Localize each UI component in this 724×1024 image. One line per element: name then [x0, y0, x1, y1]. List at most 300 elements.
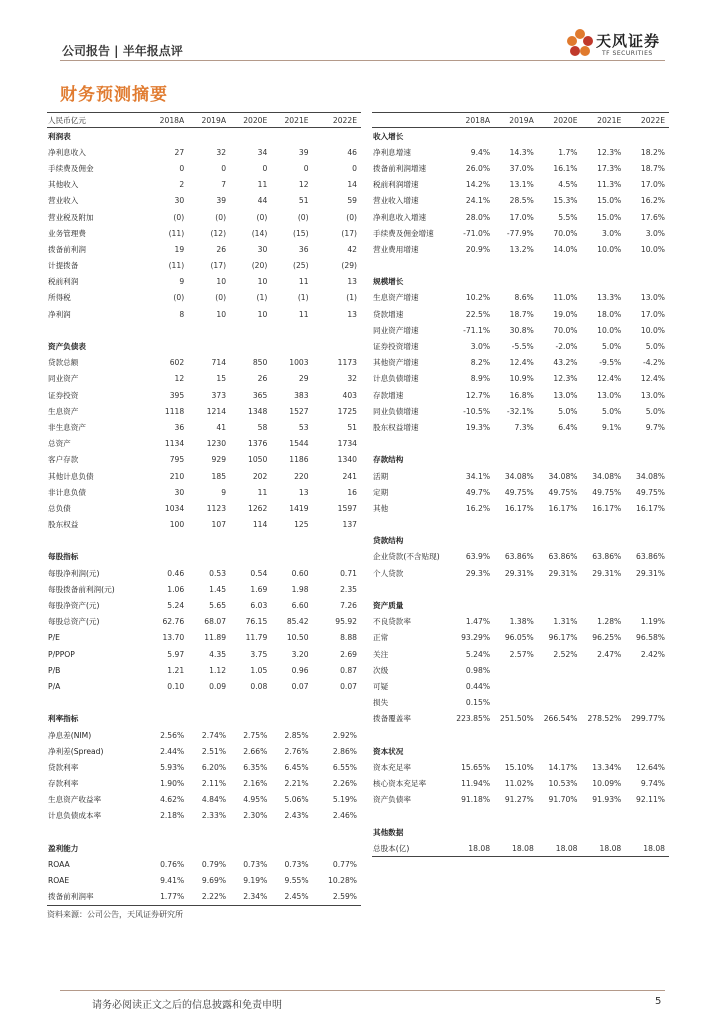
table-cell: 4.62% [160, 795, 185, 805]
table-cell: 0.76% [160, 860, 185, 870]
table-cell: 63.86% [592, 552, 622, 562]
row-label [47, 533, 146, 549]
table-row [372, 225, 669, 241]
table-cell: 850 [252, 358, 268, 368]
source-note: 资料来源：公司公告，天风证券研究所 [47, 910, 183, 919]
table-cell: 14.2% [465, 180, 491, 190]
table-row [47, 436, 361, 452]
table-cell: 1348 [247, 406, 268, 416]
table-row [47, 258, 361, 274]
table-cell: 30 [257, 244, 268, 254]
row-label: 关注 [373, 649, 389, 659]
table-cell: 51 [298, 196, 309, 206]
row-label: 生息资产 [48, 406, 79, 416]
table-cell: 403 [342, 390, 357, 400]
table-cell: 49.75% [636, 487, 665, 497]
table-cell: 1.31% [553, 617, 578, 627]
table-cell: 795 [169, 455, 185, 465]
table-row [47, 177, 361, 193]
table-cell [494, 678, 538, 694]
column-header: 2022E [313, 113, 361, 128]
column-header: 2019A [494, 113, 538, 128]
table-cell: 5.24% [465, 649, 491, 659]
table-cell: 63.86% [548, 552, 578, 562]
table-cell: 3.0% [645, 228, 665, 238]
section-heading: 其他数据 [373, 827, 404, 837]
table-cell [146, 533, 188, 549]
table-cell: 15.0% [597, 196, 622, 206]
table-cell: 1.19% [640, 617, 665, 627]
table-cell: 1.06 [167, 584, 185, 594]
table-cell [625, 678, 669, 694]
table-cell: -10.5% [463, 406, 491, 416]
table-cell: 114 [252, 520, 268, 530]
table-cell: 14.17% [548, 762, 578, 772]
table-cell [230, 549, 271, 565]
table-cell [450, 274, 494, 290]
table-section-row [372, 743, 669, 759]
table-row [372, 403, 669, 419]
table-cell: 1134 [164, 439, 185, 449]
row-label: 所得税 [48, 293, 71, 303]
row-label: 净利润 [48, 309, 71, 319]
table-cell: 0.44% [465, 681, 491, 691]
table-cell: 4.35 [209, 649, 227, 659]
table-cell: 1118 [164, 406, 185, 416]
table-cell: 2.26% [332, 779, 357, 789]
table-cell: 1050 [247, 455, 268, 465]
table-cell: 18.7% [640, 163, 665, 173]
table-cell [625, 695, 669, 711]
table-cell: 16.17% [504, 503, 534, 513]
unit-label [372, 113, 450, 128]
table-cell [538, 597, 582, 613]
table-section-row [47, 128, 361, 145]
table-cell: 2.42% [640, 649, 665, 659]
table-cell: 0 [221, 163, 227, 173]
table-cell: 0.53 [209, 568, 227, 578]
row-label: 营业收入 [48, 196, 79, 206]
table-cell: 34.08% [592, 471, 622, 481]
table-cell: 8 [179, 309, 185, 319]
table-row [372, 371, 669, 387]
table-cell [230, 824, 271, 840]
table-row [47, 743, 361, 759]
table-cell: 9 [221, 487, 227, 497]
table-cell: 70.0% [553, 228, 578, 238]
row-label: P/A [48, 681, 61, 691]
table-cell: 3.0% [601, 228, 622, 238]
table-cell: 2.56% [160, 730, 185, 740]
table-cell: 15.3% [553, 196, 578, 206]
table-cell: 1527 [289, 406, 309, 416]
table-row [372, 630, 669, 646]
table-cell: 95.92 [335, 617, 357, 627]
table-cell: 2.57% [509, 649, 534, 659]
table-cell: 18.08 [625, 840, 669, 857]
table-cell: 1725 [337, 406, 357, 416]
table-cell: -4.2% [642, 358, 665, 368]
table-cell: 0.60 [291, 568, 309, 578]
table-cell: 34.08% [504, 471, 534, 481]
table-cell [494, 274, 538, 290]
section-heading: 利润表 [48, 131, 71, 141]
table-cell: 17.0% [640, 180, 665, 190]
row-label: 非生息资产 [48, 422, 86, 432]
table-cell: 6.20% [201, 762, 227, 772]
table-cell: 41 [216, 422, 227, 432]
table-cell [582, 128, 626, 145]
table-cell: 1.98 [291, 584, 309, 594]
table-cell: 5.5% [558, 212, 578, 222]
table-cell [230, 533, 271, 549]
table-row [47, 695, 361, 711]
table-cell: 0.71 [340, 568, 357, 578]
table-row [47, 193, 361, 209]
right-forecast-table [372, 112, 669, 857]
row-label: 营业税及附加 [48, 212, 94, 222]
table-cell [625, 274, 669, 290]
table-cell [582, 695, 626, 711]
table-row [372, 355, 669, 371]
table-row [47, 144, 361, 160]
table-row [47, 517, 361, 533]
table-cell [146, 824, 188, 840]
table-section-row [372, 452, 669, 468]
table-cell [538, 274, 582, 290]
table-cell [313, 711, 361, 727]
table-cell [625, 517, 669, 533]
table-cell [494, 597, 538, 613]
table-cell: 185 [211, 471, 227, 481]
table-cell: 7.26 [340, 601, 357, 611]
table-cell: 16.1% [553, 163, 578, 173]
table-cell [188, 824, 230, 840]
table-cell [313, 549, 361, 565]
table-cell [538, 258, 582, 274]
table-cell [625, 743, 669, 759]
table-cell: 2.46% [332, 811, 357, 821]
table-cell: 0.09 [209, 681, 227, 691]
table-row [47, 678, 361, 694]
table-cell: 10.9% [509, 374, 534, 384]
report-type-label: 公司报告 | 半年报点评 [62, 44, 183, 58]
table-cell [450, 436, 494, 452]
table-row [372, 792, 669, 808]
table-cell: 0 [262, 163, 268, 173]
column-header: 2019A [188, 113, 230, 128]
table-cell: 0.15% [465, 698, 491, 708]
row-label: 总资产 [48, 439, 71, 449]
table-cell [271, 338, 312, 354]
table-cell [188, 711, 230, 727]
table-row [372, 549, 669, 565]
table-row [47, 662, 361, 678]
row-label: 生息资产收益率 [48, 795, 102, 805]
table-cell: 96.05% [504, 633, 534, 643]
table-cell: 0.08 [250, 681, 268, 691]
table-cell: 11 [257, 180, 268, 190]
table-cell [582, 452, 626, 468]
section-heading: 利率指标 [48, 714, 79, 724]
table-cell: 251.50% [499, 714, 534, 724]
table-cell [188, 128, 230, 145]
row-label: 股东权益增速 [373, 422, 419, 432]
section-heading: 资产质量 [373, 601, 404, 611]
table-cell: 16.2% [640, 196, 665, 206]
column-header: 2018A [450, 113, 494, 128]
row-label: 资产负债率 [373, 795, 411, 805]
table-cell [146, 695, 188, 711]
table-cell: 1262 [247, 503, 268, 513]
table-cell: 10 [257, 277, 268, 287]
table-cell: 714 [211, 358, 227, 368]
table-cell: 28.0% [465, 212, 491, 222]
unit-label: 人民币亿元 [47, 113, 146, 128]
table-cell: 18.08 [494, 840, 538, 857]
row-label: 每股总资产(元) [48, 617, 100, 627]
table-cell: (11) [168, 261, 185, 271]
table-cell: 16.8% [509, 390, 534, 400]
table-cell: 1.05 [250, 665, 268, 675]
table-cell: 2.35 [340, 584, 357, 594]
page-number: 5 [655, 996, 662, 1007]
table-cell: 6.35% [243, 762, 268, 772]
table-cell: 223.85% [456, 714, 491, 724]
table-cell: 4.95% [243, 795, 268, 805]
table-cell [450, 808, 494, 824]
table-row [47, 500, 361, 516]
table-row [372, 193, 669, 209]
table-cell: 49.75% [548, 487, 578, 497]
table-cell: 2.85% [284, 730, 309, 740]
left-forecast-table [47, 112, 361, 906]
row-label: 同业资产增速 [373, 325, 419, 335]
row-label: 核心资本充足率 [373, 779, 427, 789]
table-cell: 10 [257, 309, 268, 319]
table-cell: 39 [216, 196, 227, 206]
row-label [372, 808, 450, 824]
table-cell: 36 [298, 244, 309, 254]
table-cell: 8.88 [340, 633, 357, 643]
table-cell: 2.69 [340, 649, 357, 659]
column-header: 2021E [271, 113, 312, 128]
table-cell: 16 [347, 487, 357, 497]
table-cell: 9.41% [160, 876, 185, 886]
table-row [372, 646, 669, 662]
table-cell: 7 [221, 180, 227, 190]
header-divider [60, 60, 665, 61]
table-cell: 18.08 [538, 840, 582, 857]
table-cell: 12.4% [640, 374, 665, 384]
table-row [47, 322, 361, 338]
table-cell: (11) [168, 228, 185, 238]
table-cell: 137 [342, 520, 357, 530]
row-label [372, 517, 450, 533]
table-cell: 34.08% [548, 471, 578, 481]
row-label: 每股拨备前利润(元) [48, 584, 115, 594]
table-row [47, 452, 361, 468]
row-label: 净利息收入 [48, 147, 86, 157]
table-cell: 266.54% [543, 714, 578, 724]
table-cell [230, 322, 271, 338]
table-cell [313, 128, 361, 145]
table-section-row [372, 533, 669, 549]
table-cell [271, 549, 312, 565]
table-cell: 5.65 [209, 601, 227, 611]
row-label: 其他资产增速 [373, 358, 419, 368]
table-row [372, 258, 669, 274]
table-cell: 29.31% [504, 568, 534, 578]
table-cell: 12 [298, 180, 309, 190]
table-cell: 1230 [206, 439, 227, 449]
table-row [47, 792, 361, 808]
table-cell [313, 695, 361, 711]
table-cell [188, 549, 230, 565]
table-cell: 9.7% [645, 422, 665, 432]
table-cell: 11.94% [461, 779, 491, 789]
column-header: 2022E [625, 113, 669, 128]
table-cell: 1.45 [209, 584, 227, 594]
table-cell: 3.75 [250, 649, 268, 659]
row-label: 拨备前利润 [48, 244, 86, 254]
table-cell: 37.0% [509, 163, 534, 173]
table-cell: 2.44% [160, 746, 185, 756]
table-cell: 1214 [206, 406, 227, 416]
table-cell: 2.18% [160, 811, 185, 821]
section-heading: 收入增长 [373, 131, 404, 141]
table-cell: 0.07 [340, 681, 357, 691]
row-label: 同业资产 [48, 374, 79, 384]
row-label: 不良贷款率 [373, 617, 411, 627]
table-cell [188, 322, 230, 338]
column-header: 2020E [538, 113, 582, 128]
row-label: 股东权益 [48, 520, 79, 530]
row-label: 计息负债增速 [373, 374, 419, 384]
table-cell: 14.3% [509, 147, 534, 157]
table-cell: 2.21% [284, 779, 309, 789]
table-cell: 32 [347, 374, 357, 384]
table-cell: 10.53% [548, 779, 578, 789]
table-cell [582, 517, 626, 533]
row-label: ROAA [48, 860, 70, 870]
row-label [372, 258, 450, 274]
table-cell: 13.3% [597, 293, 622, 303]
table-row [47, 808, 361, 824]
table-cell: 2.47% [597, 649, 622, 659]
table-row [47, 241, 361, 257]
table-cell [582, 727, 626, 743]
table-cell: 16.17% [548, 503, 578, 513]
table-cell: 34.1% [465, 471, 491, 481]
row-label: 拨备覆盖率 [373, 714, 411, 724]
table-cell: 202 [252, 471, 268, 481]
table-cell: 5.97 [167, 649, 185, 659]
table-cell: (17) [210, 261, 227, 271]
disclaimer-text: 请务必阅读正文之后的信息披露和免责申明 [92, 1000, 282, 1011]
table-row [47, 355, 361, 371]
row-label: P/B [48, 665, 61, 675]
table-cell: 16.17% [592, 503, 622, 513]
table-cell: 5.0% [601, 406, 622, 416]
table-cell [582, 743, 626, 759]
table-cell: -71.1% [463, 325, 491, 335]
table-cell: 96.25% [592, 633, 622, 643]
table-cell: 29.31% [636, 568, 665, 578]
table-cell [450, 533, 494, 549]
table-cell [146, 840, 188, 856]
table-cell: 107 [211, 520, 227, 530]
row-label: 非计息负债 [48, 487, 86, 497]
table-row [372, 614, 669, 630]
table-cell: 5.0% [601, 342, 622, 352]
table-cell: 2.51% [201, 746, 227, 756]
table-cell [146, 128, 188, 145]
table-row [372, 322, 669, 338]
table-cell: 44 [257, 196, 268, 206]
table-cell: (17) [341, 228, 357, 238]
table-cell: 13.0% [640, 293, 665, 303]
table-cell: 11 [298, 309, 309, 319]
table-cell: 11.3% [597, 180, 622, 190]
table-cell: 29.3% [465, 568, 491, 578]
table-cell: 6.60 [291, 601, 309, 611]
table-cell: 2.43% [284, 811, 309, 821]
table-cell [494, 128, 538, 145]
table-cell [538, 581, 582, 597]
table-cell [625, 452, 669, 468]
table-cell: 8.6% [514, 293, 534, 303]
row-label: 同业负债增速 [373, 406, 419, 416]
table-cell: (25) [292, 261, 309, 271]
row-label: 贷款总额 [48, 358, 79, 368]
table-cell [538, 824, 582, 840]
table-cell: 5.93% [160, 762, 185, 772]
table-cell: 91.18% [461, 795, 491, 805]
row-label: ROAE [48, 876, 70, 886]
row-label: 客户存款 [48, 455, 79, 465]
table-cell: 18.2% [640, 147, 665, 157]
table-row [372, 177, 669, 193]
table-cell: 278.52% [587, 714, 622, 724]
table-cell: 5.19% [332, 795, 357, 805]
table-row [372, 144, 669, 160]
table-cell: 383 [294, 390, 309, 400]
table-cell: 1597 [337, 503, 357, 513]
row-label: 存款增速 [373, 390, 404, 400]
table-row [47, 646, 361, 662]
table-cell: 49.75% [592, 487, 622, 497]
table-cell [625, 662, 669, 678]
table-cell: 5.06% [284, 795, 309, 805]
table-cell: 13 [347, 277, 357, 287]
table-row [372, 759, 669, 775]
table-cell: 34.08% [636, 471, 665, 481]
table-cell: 0.79% [201, 860, 227, 870]
table-cell: 9.4% [470, 147, 491, 157]
table-cell: 0 [352, 163, 357, 173]
table-row [372, 468, 669, 484]
footer-divider [60, 990, 665, 991]
table-cell: 22.5% [465, 309, 491, 319]
table-cell: 46 [347, 147, 357, 157]
table-cell: 2.11% [201, 779, 227, 789]
table-cell: 10.50 [286, 633, 309, 643]
table-cell: 13.1% [509, 180, 534, 190]
table-cell: (0) [256, 212, 268, 222]
table-cell: 1.77% [146, 889, 188, 906]
row-label: 拨备前利润增速 [373, 163, 427, 173]
